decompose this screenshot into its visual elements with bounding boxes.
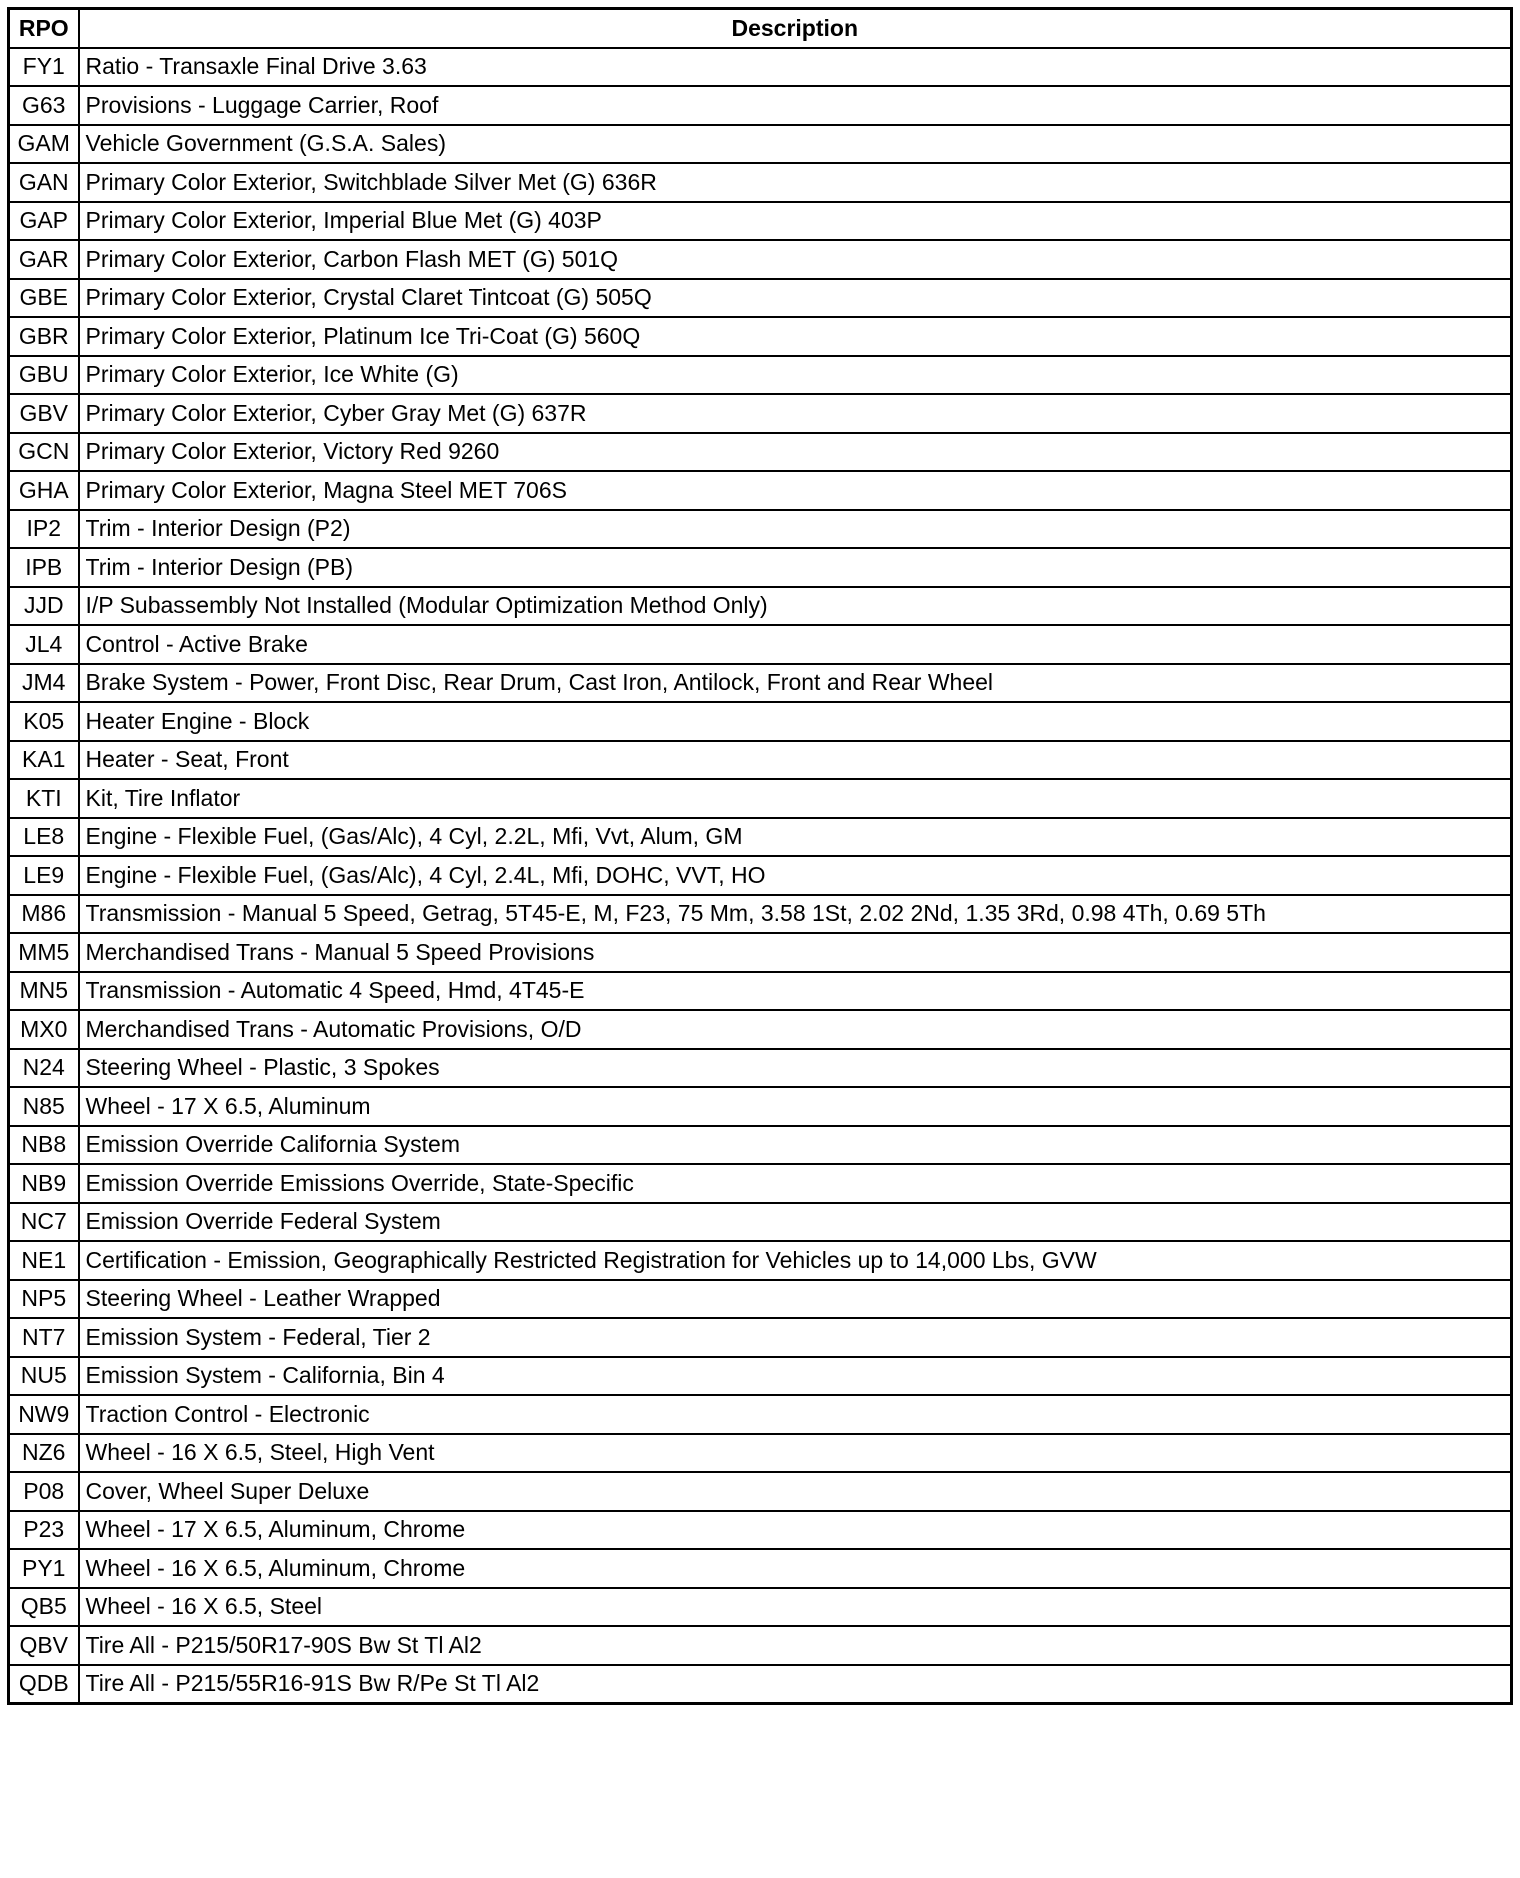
column-header-rpo: RPO — [9, 9, 79, 48]
table-row — [9, 471, 1512, 510]
rpo-code-cell: IP2 — [9, 510, 79, 549]
header-row — [9, 9, 1512, 48]
table-row — [9, 86, 1512, 125]
rpo-code-cell: P23 — [9, 1511, 79, 1550]
description-cell: Wheel - 17 X 6.5, Aluminum, Chrome — [79, 1511, 1512, 1550]
description-cell: Primary Color Exterior, Victory Red 9260 — [79, 433, 1512, 472]
rpo-code-cell: GAM — [9, 125, 79, 164]
rpo-code-cell: LE9 — [9, 856, 79, 895]
rpo-code-cell: KTI — [9, 779, 79, 818]
description-cell: Steering Wheel - Plastic, 3 Spokes — [79, 1049, 1512, 1088]
description-cell: Primary Color Exterior, Imperial Blue Met (G) 403P — [79, 202, 1512, 241]
rpo-code-cell: NB8 — [9, 1126, 79, 1165]
rpo-code-cell: GBV — [9, 394, 79, 433]
description-cell: Brake System - Power, Front Disc, Rear Drum, Cast Iron, Antilock, Front and Rear Wheel — [79, 664, 1512, 703]
column-header-description: Description — [79, 9, 1512, 48]
table-row — [9, 433, 1512, 472]
description-cell: Emission System - California, Bin 4 — [79, 1357, 1512, 1396]
table-row — [9, 1318, 1512, 1357]
table-row — [9, 1511, 1512, 1550]
description-cell: Primary Color Exterior, Carbon Flash MET (G) 501Q — [79, 240, 1512, 279]
table-row — [9, 510, 1512, 549]
rpo-code-cell: N85 — [9, 1087, 79, 1126]
rpo-code-cell: GAP — [9, 202, 79, 241]
table-row — [9, 240, 1512, 279]
table-row — [9, 1472, 1512, 1511]
table-header — [9, 9, 1512, 48]
rpo-code-cell: GAN — [9, 163, 79, 202]
table-row — [9, 356, 1512, 395]
description-cell: Engine - Flexible Fuel, (Gas/Alc), 4 Cyl, 2.2L, Mfi, Vvt, Alum, GM — [79, 818, 1512, 857]
rpo-code-cell: GCN — [9, 433, 79, 472]
rpo-code-cell: K05 — [9, 702, 79, 741]
rpo-code-cell: NB9 — [9, 1164, 79, 1203]
description-cell: Merchandised Trans - Manual 5 Speed Provisions — [79, 933, 1512, 972]
description-cell: I/P Subassembly Not Installed (Modular Optimization Method Only) — [79, 587, 1512, 626]
description-cell: Primary Color Exterior, Ice White (G) — [79, 356, 1512, 395]
table-row — [9, 317, 1512, 356]
description-cell: Provisions - Luggage Carrier, Roof — [79, 86, 1512, 125]
description-cell: Primary Color Exterior, Platinum Ice Tri-Coat (G) 560Q — [79, 317, 1512, 356]
table-row — [9, 125, 1512, 164]
rpo-code-cell: GBR — [9, 317, 79, 356]
table-row — [9, 741, 1512, 780]
description-cell: Primary Color Exterior, Cyber Gray Met (G) 637R — [79, 394, 1512, 433]
description-cell: Primary Color Exterior, Magna Steel MET 706S — [79, 471, 1512, 510]
rpo-code-cell: IPB — [9, 548, 79, 587]
table-row — [9, 856, 1512, 895]
table-row — [9, 279, 1512, 318]
table-row — [9, 895, 1512, 934]
table-row — [9, 1010, 1512, 1049]
description-cell: Heater Engine - Block — [79, 702, 1512, 741]
description-cell: Wheel - 16 X 6.5, Aluminum, Chrome — [79, 1549, 1512, 1588]
description-cell: Tire All - P215/50R17-90S Bw St Tl Al2 — [79, 1626, 1512, 1665]
description-cell: Tire All - P215/55R16-91S Bw R/Pe St Tl Al2 — [79, 1665, 1512, 1704]
table-row — [9, 933, 1512, 972]
rpo-code-cell: N24 — [9, 1049, 79, 1088]
table-row — [9, 587, 1512, 626]
table-row — [9, 1126, 1512, 1165]
rpo-code-cell: M86 — [9, 895, 79, 934]
description-cell: Heater - Seat, Front — [79, 741, 1512, 780]
rpo-code-cell: MN5 — [9, 972, 79, 1011]
table-row — [9, 779, 1512, 818]
rpo-code-cell: NE1 — [9, 1241, 79, 1280]
table-row — [9, 1087, 1512, 1126]
table-row — [9, 1549, 1512, 1588]
description-cell: Steering Wheel - Leather Wrapped — [79, 1280, 1512, 1319]
description-cell: Emission Override Federal System — [79, 1203, 1512, 1242]
description-cell: Wheel - 16 X 6.5, Steel, High Vent — [79, 1434, 1512, 1473]
table-row — [9, 1280, 1512, 1319]
rpo-code-cell: NU5 — [9, 1357, 79, 1396]
rpo-code-cell: NZ6 — [9, 1434, 79, 1473]
table-row — [9, 1164, 1512, 1203]
rpo-code-cell: NW9 — [9, 1395, 79, 1434]
description-cell: Traction Control - Electronic — [79, 1395, 1512, 1434]
table-row — [9, 1395, 1512, 1434]
table-row — [9, 202, 1512, 241]
rpo-code-cell: QB5 — [9, 1588, 79, 1627]
rpo-code-cell: G63 — [9, 86, 79, 125]
description-cell: Wheel - 16 X 6.5, Steel — [79, 1588, 1512, 1627]
table-row — [9, 664, 1512, 703]
description-cell: Trim - Interior Design (PB) — [79, 548, 1512, 587]
rpo-code-cell: GHA — [9, 471, 79, 510]
description-cell: Transmission - Manual 5 Speed, Getrag, 5T45-E, M, F23, 75 Mm, 3.58 1St, 2.02 2Nd, 1.35 3Rd, 0.98 4Th, 0.69 5Th — [79, 895, 1512, 934]
description-cell: Primary Color Exterior, Crystal Claret Tintcoat (G) 505Q — [79, 279, 1512, 318]
description-cell: Ratio - Transaxle Final Drive 3.63 — [79, 48, 1512, 87]
table-row — [9, 163, 1512, 202]
table-row — [9, 702, 1512, 741]
table-row — [9, 1626, 1512, 1665]
table-row — [9, 625, 1512, 664]
description-cell: Control - Active Brake — [79, 625, 1512, 664]
description-cell: Emission Override California System — [79, 1126, 1512, 1165]
table-row — [9, 1049, 1512, 1088]
table-row — [9, 972, 1512, 1011]
rpo-code-cell: MM5 — [9, 933, 79, 972]
table-body — [9, 48, 1512, 1704]
description-cell: Primary Color Exterior, Switchblade Silver Met (G) 636R — [79, 163, 1512, 202]
rpo-table — [7, 7, 1513, 1705]
rpo-code-cell: NP5 — [9, 1280, 79, 1319]
rpo-code-cell: MX0 — [9, 1010, 79, 1049]
rpo-code-cell: FY1 — [9, 48, 79, 87]
rpo-code-cell: QBV — [9, 1626, 79, 1665]
rpo-code-cell: JM4 — [9, 664, 79, 703]
rpo-code-cell: P08 — [9, 1472, 79, 1511]
description-cell: Transmission - Automatic 4 Speed, Hmd, 4T45-E — [79, 972, 1512, 1011]
rpo-code-cell: LE8 — [9, 818, 79, 857]
table-row — [9, 1665, 1512, 1704]
table-row — [9, 1588, 1512, 1627]
rpo-code-cell: NT7 — [9, 1318, 79, 1357]
description-cell: Engine - Flexible Fuel, (Gas/Alc), 4 Cyl, 2.4L, Mfi, DOHC, VVT, HO — [79, 856, 1512, 895]
table-row — [9, 48, 1512, 87]
description-cell: Cover, Wheel Super Deluxe — [79, 1472, 1512, 1511]
description-cell: Vehicle Government (G.S.A. Sales) — [79, 125, 1512, 164]
rpo-code-cell: NC7 — [9, 1203, 79, 1242]
rpo-code-cell: PY1 — [9, 1549, 79, 1588]
description-cell: Emission System - Federal, Tier 2 — [79, 1318, 1512, 1357]
description-cell: Emission Override Emissions Override, State-Specific — [79, 1164, 1512, 1203]
rpo-code-cell: JL4 — [9, 625, 79, 664]
table-row — [9, 394, 1512, 433]
rpo-code-cell: KA1 — [9, 741, 79, 780]
description-cell: Kit, Tire Inflator — [79, 779, 1512, 818]
table-row — [9, 1203, 1512, 1242]
description-cell: Certification - Emission, Geographically Restricted Registration for Vehicles up to 14,000 Lbs, GVW — [79, 1241, 1512, 1280]
rpo-code-cell: GBU — [9, 356, 79, 395]
description-cell: Merchandised Trans - Automatic Provisions, O/D — [79, 1010, 1512, 1049]
table-row — [9, 1241, 1512, 1280]
rpo-code-cell: GBE — [9, 279, 79, 318]
table-row — [9, 1357, 1512, 1396]
description-cell: Trim - Interior Design (P2) — [79, 510, 1512, 549]
rpo-code-cell: JJD — [9, 587, 79, 626]
table-row — [9, 1434, 1512, 1473]
table-row — [9, 818, 1512, 857]
description-cell: Wheel - 17 X 6.5, Aluminum — [79, 1087, 1512, 1126]
table-row — [9, 548, 1512, 587]
rpo-code-cell: QDB — [9, 1665, 79, 1704]
rpo-code-cell: GAR — [9, 240, 79, 279]
